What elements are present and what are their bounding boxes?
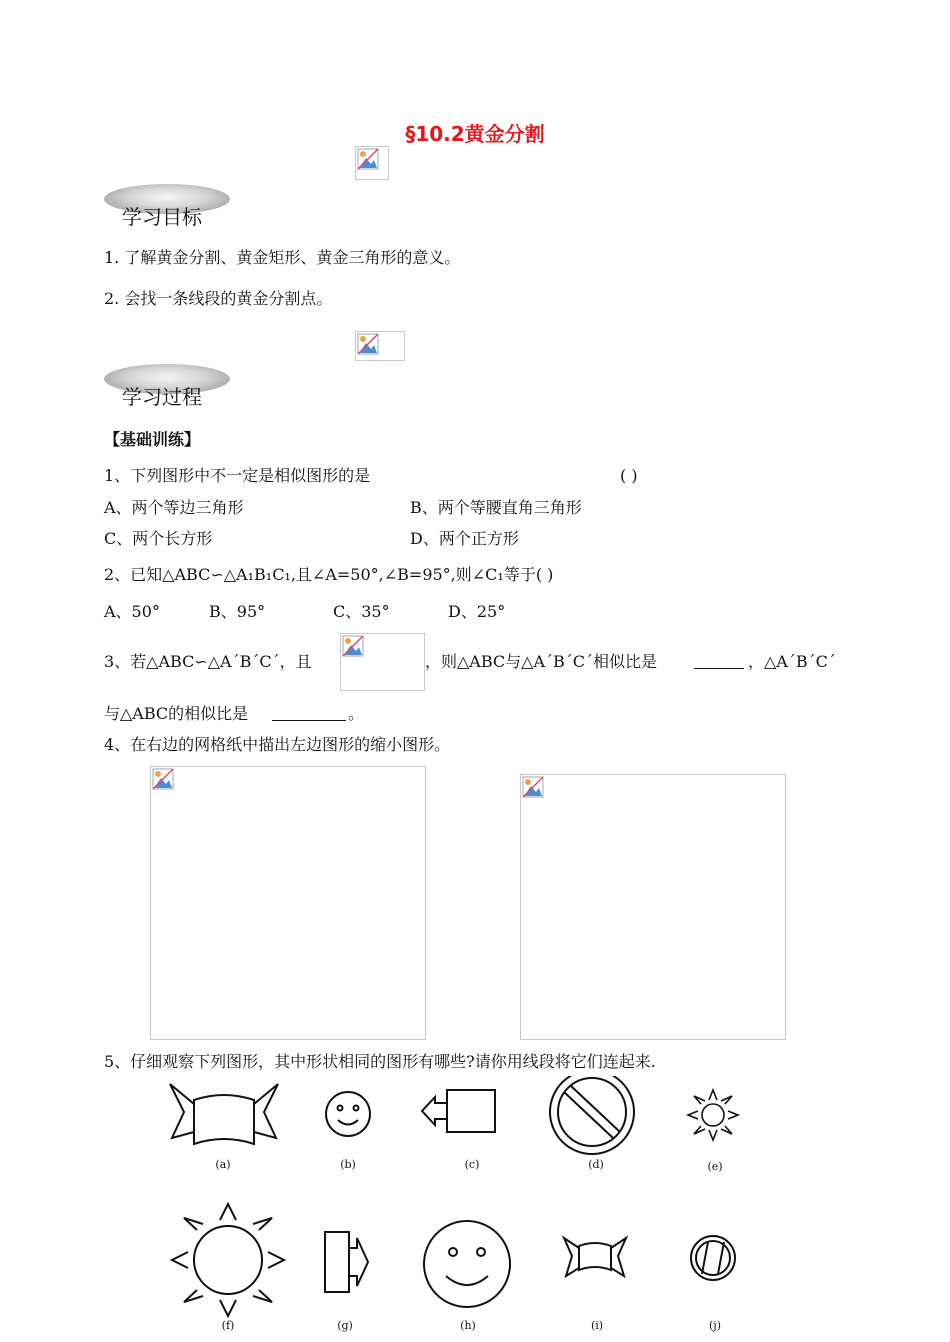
large-no-sign-icon	[550, 1076, 634, 1154]
image-placeholder-left-grid	[150, 766, 426, 1040]
figure-label-h: (h)	[460, 1319, 476, 1332]
broken-image-icon	[522, 776, 544, 798]
question-2-option-d: D、25°	[448, 602, 506, 621]
figures-row-2	[160, 1196, 760, 1324]
image-placeholder	[340, 633, 425, 691]
question-3-part1: 3、若△ABC∽△A΄B΄C΄，且	[104, 652, 312, 671]
objective-item: 2. 会找一条线段的黄金分割点。	[104, 289, 333, 308]
arrow-left-box-icon	[422, 1090, 495, 1132]
broken-image-icon	[357, 333, 379, 355]
image-placeholder	[355, 146, 389, 180]
figure-label-f: (f)	[221, 1319, 235, 1332]
section-heading-objectives	[104, 184, 230, 228]
small-banner-icon	[564, 1238, 626, 1276]
question-1-option-d: D、两个正方形	[410, 529, 519, 548]
figure-label-c: (c)	[464, 1158, 480, 1171]
question-1-option-c: C、两个长方形	[104, 529, 213, 548]
question-5-stem: 5、仔细观察下列图形，其中形状相同的图形有哪些?请你用线段将它们连起来.	[104, 1052, 656, 1071]
question-3-part5: 。	[348, 704, 365, 723]
answer-blank-1[interactable]	[694, 652, 744, 669]
question-1-option-a: A、两个等边三角形	[104, 498, 244, 517]
figure-label-a: (a)	[215, 1158, 231, 1171]
question-1-paren: ( )	[620, 466, 638, 485]
small-no-sign-icon	[691, 1236, 735, 1280]
question-2-option-b: B、95°	[209, 602, 266, 621]
question-4-stem: 4、在右边的网格纸中描出左边图形的缩小图形。	[104, 735, 451, 754]
broken-image-icon	[342, 635, 364, 657]
figure-label-g: (g)	[337, 1319, 353, 1332]
question-3-part4: 与△ABC的相似比是	[104, 704, 249, 723]
figure-label-b: (b)	[340, 1158, 356, 1171]
banner-icon	[170, 1084, 278, 1144]
heading-label: 学习目标	[122, 205, 202, 229]
broken-image-icon	[357, 148, 379, 170]
small-sun-icon	[688, 1090, 738, 1140]
question-1-option-b: B、两个等腰直角三角形	[410, 498, 582, 517]
subheading-basic-training: 【基础训练】	[104, 430, 201, 449]
section-heading-process	[104, 364, 230, 408]
image-placeholder-right-grid	[520, 774, 786, 1040]
question-3-part3: ，△A΄B΄C΄	[748, 652, 836, 671]
question-2-option-a: A、50°	[104, 602, 160, 621]
figure-label-e: (e)	[707, 1160, 723, 1173]
large-sun-icon	[172, 1204, 284, 1316]
answer-blank-2[interactable]	[272, 704, 346, 721]
question-2-stem: 2、已知△ABC∽△A₁B₁C₁,且∠A=50°,∠B=95°,则∠C₁等于( )	[104, 565, 554, 584]
large-smiley-icon	[424, 1221, 510, 1307]
broken-image-icon	[152, 768, 174, 790]
question-3-part2: ，则△ABC与△A΄B΄C΄相似比是	[425, 652, 658, 671]
figure-label-i: (i)	[590, 1319, 604, 1332]
page-title: §10.2黄金分割	[405, 122, 545, 146]
question-2-option-c: C、35°	[333, 602, 390, 621]
question-1-stem: 1、下列图形中不一定是相似图形的是	[104, 466, 371, 485]
objective-item: 1. 了解黄金分割、黄金矩形、黄金三角形的意义。	[104, 248, 461, 267]
image-placeholder	[355, 331, 405, 361]
figure-label-j: (j)	[709, 1319, 721, 1332]
arrow-right-box-icon	[325, 1232, 368, 1292]
heading-label: 学习过程	[122, 385, 202, 409]
small-smiley-icon	[326, 1092, 370, 1136]
figure-label-d: (d)	[588, 1158, 604, 1171]
